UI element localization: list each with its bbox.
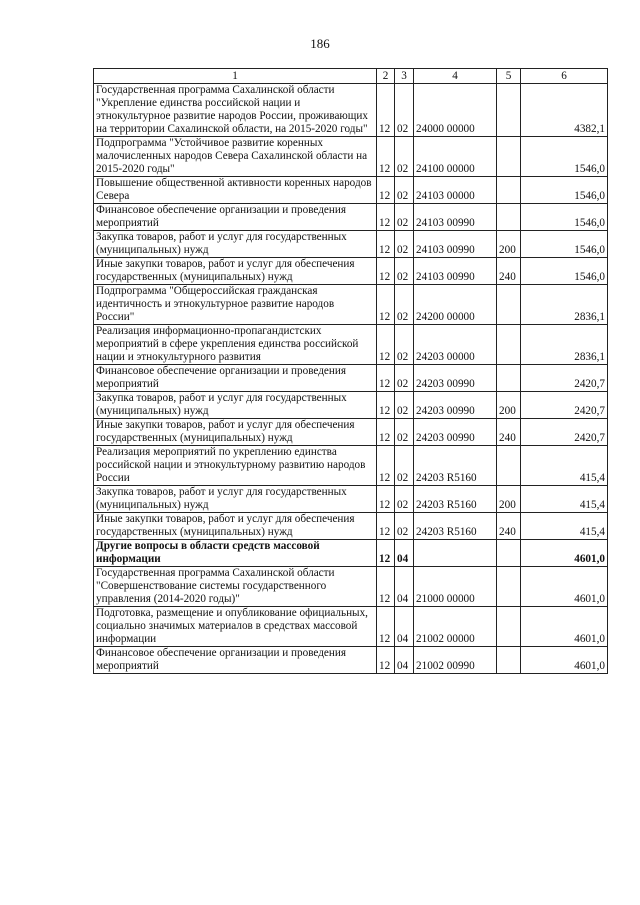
subsection-code-cell: 02 (395, 84, 414, 137)
expense-type-cell (497, 647, 521, 674)
section-code-cell: 12 (377, 84, 395, 137)
expense-type-cell (497, 607, 521, 647)
section-code-cell: 12 (377, 647, 395, 674)
table-row (94, 325, 608, 365)
target-article-cell: 21002 00000 (414, 607, 497, 647)
table-row (94, 513, 608, 540)
expense-type-cell: 240 (497, 258, 521, 285)
section-code-cell: 12 (377, 204, 395, 231)
amount-cell: 1546,0 (521, 258, 608, 285)
amount-cell: 4601,0 (521, 540, 608, 567)
table-row (94, 84, 608, 137)
budget-table (93, 68, 608, 674)
section-code-cell: 12 (377, 419, 395, 446)
target-article-cell: 24203 R5160 (414, 513, 497, 540)
table-row (94, 647, 608, 674)
section-code-cell: 12 (377, 258, 395, 285)
target-article-cell: 21000 00000 (414, 567, 497, 607)
row-name-cell: Подпрограмма "Общероссийская гражданская идентичность и этнокультурное развитие народов России" (94, 285, 377, 325)
amount-cell: 415,4 (521, 513, 608, 540)
expense-type-cell (497, 540, 521, 567)
section-code-cell: 12 (377, 325, 395, 365)
section-code-cell: 12 (377, 567, 395, 607)
amount-cell: 1546,0 (521, 231, 608, 258)
row-name-cell: Повышение общественной активности коренных народов Севера (94, 177, 377, 204)
subsection-code-cell: 02 (395, 258, 414, 285)
expense-type-cell: 200 (497, 392, 521, 419)
row-name-cell: Закупка товаров, работ и услуг для государственных (муниципальных) нужд (94, 231, 377, 258)
target-article-cell: 24000 00000 (414, 84, 497, 137)
row-name-cell: Финансовое обеспечение организации и проведения мероприятий (94, 365, 377, 392)
row-name-cell: Другие вопросы в области средств массовой информации (94, 540, 377, 567)
table-header-row (94, 69, 608, 84)
target-article-cell: 24203 00990 (414, 392, 497, 419)
subsection-code-cell: 04 (395, 647, 414, 674)
subsection-code-cell: 04 (395, 540, 414, 567)
column-header: 6 (521, 69, 608, 84)
row-name-cell: Государственная программа Сахалинской области "Укрепление единства российской нации и этнокультурное развитие народов России, проживающих на территории Сахалинской области, на 2015-2020 годы" (94, 84, 377, 137)
target-article-cell: 24203 00990 (414, 419, 497, 446)
expense-type-cell (497, 285, 521, 325)
amount-cell: 415,4 (521, 446, 608, 486)
target-article-cell: 24200 00000 (414, 285, 497, 325)
subsection-code-cell: 02 (395, 177, 414, 204)
amount-cell: 1546,0 (521, 137, 608, 177)
column-header: 3 (395, 69, 414, 84)
amount-cell: 2420,7 (521, 392, 608, 419)
table-row (94, 392, 608, 419)
table-row (94, 365, 608, 392)
amount-cell: 2420,7 (521, 365, 608, 392)
table-row (94, 446, 608, 486)
row-name-cell: Закупка товаров, работ и услуг для государственных (муниципальных) нужд (94, 486, 377, 513)
subsection-code-cell: 02 (395, 365, 414, 392)
column-header: 2 (377, 69, 395, 84)
column-header: 5 (497, 69, 521, 84)
amount-cell: 1546,0 (521, 177, 608, 204)
target-article-cell: 24103 00000 (414, 177, 497, 204)
table-row (94, 258, 608, 285)
table-row (94, 137, 608, 177)
target-article-cell: 24100 00000 (414, 137, 497, 177)
subsection-code-cell: 04 (395, 567, 414, 607)
section-code-cell: 12 (377, 137, 395, 177)
table-body (94, 84, 608, 674)
table-row (94, 567, 608, 607)
target-article-cell: 24103 00990 (414, 258, 497, 285)
section-code-cell: 12 (377, 177, 395, 204)
section-code-cell: 12 (377, 540, 395, 567)
expense-type-cell: 240 (497, 419, 521, 446)
section-code-cell: 12 (377, 607, 395, 647)
amount-cell: 2836,1 (521, 325, 608, 365)
amount-cell: 1546,0 (521, 204, 608, 231)
amount-cell: 4601,0 (521, 567, 608, 607)
target-article-cell: 24203 R5160 (414, 446, 497, 486)
table-row (94, 177, 608, 204)
target-article-cell: 24203 00990 (414, 365, 497, 392)
row-name-cell: Закупка товаров, работ и услуг для государственных (муниципальных) нужд (94, 392, 377, 419)
target-article-cell: 24103 00990 (414, 204, 497, 231)
row-name-cell: Иные закупки товаров, работ и услуг для обеспечения государственных (муниципальных) нужд (94, 513, 377, 540)
subsection-code-cell: 02 (395, 204, 414, 231)
expense-type-cell (497, 137, 521, 177)
subsection-code-cell: 02 (395, 285, 414, 325)
expense-type-cell (497, 446, 521, 486)
subsection-code-cell: 02 (395, 486, 414, 513)
subsection-code-cell: 02 (395, 231, 414, 258)
row-name-cell: Реализация информационно-пропагандистских мероприятий в сфере укрепления единства российской нации и этнокультурного развития (94, 325, 377, 365)
target-article-cell: 24103 00990 (414, 231, 497, 258)
table-row (94, 486, 608, 513)
expense-type-cell: 200 (497, 231, 521, 258)
table-row (94, 540, 608, 567)
subsection-code-cell: 02 (395, 513, 414, 540)
row-name-cell: Государственная программа Сахалинской области "Совершенствование системы государственного управления (2014-2020 годы)" (94, 567, 377, 607)
expense-type-cell (497, 365, 521, 392)
target-article-cell: 24203 R5160 (414, 486, 497, 513)
table-row (94, 419, 608, 446)
expense-type-cell: 240 (497, 513, 521, 540)
subsection-code-cell: 04 (395, 607, 414, 647)
section-code-cell: 12 (377, 231, 395, 258)
target-article-cell: 24203 00000 (414, 325, 497, 365)
amount-cell: 4601,0 (521, 607, 608, 647)
row-name-cell: Подпрограмма "Устойчивое развитие коренных малочисленных народов Севера Сахалинской области на 2015-2020 годы" (94, 137, 377, 177)
row-name-cell: Финансовое обеспечение организации и проведения мероприятий (94, 647, 377, 674)
expense-type-cell (497, 204, 521, 231)
row-name-cell: Иные закупки товаров, работ и услуг для обеспечения государственных (муниципальных) нужд (94, 419, 377, 446)
section-code-cell: 12 (377, 392, 395, 419)
amount-cell: 2420,7 (521, 419, 608, 446)
expense-type-cell (497, 177, 521, 204)
row-name-cell: Иные закупки товаров, работ и услуг для обеспечения государственных (муниципальных) нужд (94, 258, 377, 285)
amount-cell: 2836,1 (521, 285, 608, 325)
row-name-cell: Финансовое обеспечение организации и проведения мероприятий (94, 204, 377, 231)
expense-type-cell (497, 567, 521, 607)
subsection-code-cell: 02 (395, 419, 414, 446)
subsection-code-cell: 02 (395, 392, 414, 419)
subsection-code-cell: 02 (395, 446, 414, 486)
subsection-code-cell: 02 (395, 137, 414, 177)
target-article-cell (414, 540, 497, 567)
row-name-cell: Подготовка, размещение и опубликование официальных, социально значимых материалов в средствах массовой информации (94, 607, 377, 647)
table-row (94, 204, 608, 231)
section-code-cell: 12 (377, 486, 395, 513)
amount-cell: 4382,1 (521, 84, 608, 137)
page-number: 186 (310, 36, 330, 51)
section-code-cell: 12 (377, 513, 395, 540)
target-article-cell: 21002 00990 (414, 647, 497, 674)
section-code-cell: 12 (377, 446, 395, 486)
table-row (94, 285, 608, 325)
subsection-code-cell: 02 (395, 325, 414, 365)
amount-cell: 415,4 (521, 486, 608, 513)
table-row (94, 607, 608, 647)
section-code-cell: 12 (377, 365, 395, 392)
column-header: 1 (94, 69, 377, 84)
table-row (94, 231, 608, 258)
amount-cell: 4601,0 (521, 647, 608, 674)
column-header: 4 (414, 69, 497, 84)
expense-type-cell (497, 325, 521, 365)
expense-type-cell: 200 (497, 486, 521, 513)
row-name-cell: Реализация мероприятий по укреплению единства российской нации и этнокультурному развитию народов России (94, 446, 377, 486)
expense-type-cell (497, 84, 521, 137)
section-code-cell: 12 (377, 285, 395, 325)
